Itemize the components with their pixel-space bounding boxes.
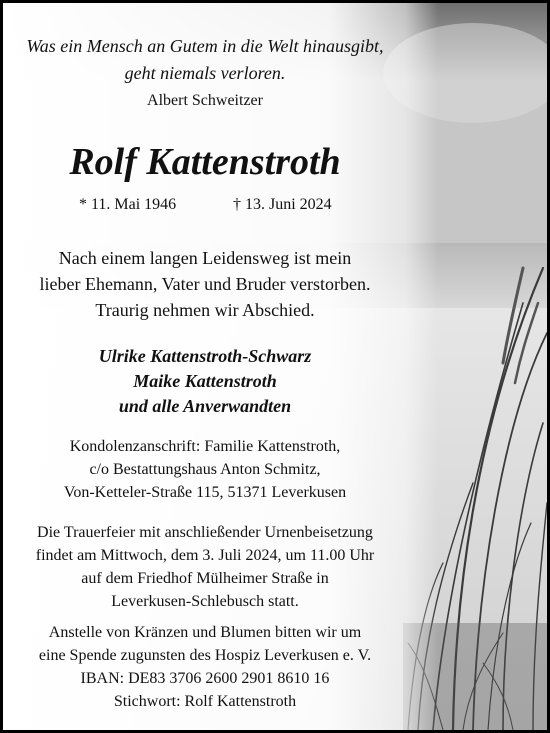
intro-line: Nach einem langen Leidensweg ist mein [58,248,352,268]
deceased-name: Rolf Kattenstroth [69,141,341,183]
funeral-line: Leverkusen-Schlebusch statt. [111,593,299,610]
quote-author: Albert Schweitzer [147,92,263,109]
mourners-list [3,344,407,419]
intro-line: lieber Ehemann, Vater und Bruder verstorben. [39,274,371,294]
donation-line: Anstelle von Kränzen und Blumen bitten wir um [48,624,362,641]
motto-quote [3,33,407,87]
death-date: † 13. Juni 2024 [233,196,332,213]
funeral-info [3,521,407,613]
notice-text [3,3,407,730]
intro-line: Traurig nehmen wir Abschied. [95,300,315,320]
donation-request [3,621,407,713]
funeral-line: findet am Mittwoch, dem 3. Juli 2024, um 11.00 Uhr [35,547,375,564]
condolence-address [3,435,407,504]
motto-line: Was ein Mensch an Gutem in die Welt hinausgibt, [26,36,384,56]
motto-line: geht niemals verloren. [124,63,286,83]
mourner: Maike Kattenstroth [133,371,277,391]
address-line: c/o Bestattungshaus Anton Schmitz, [89,461,321,478]
intro-text [3,245,407,323]
donation-keyword: Stichwort: Rolf Kattenstroth [113,693,297,710]
iban-line: IBAN: DE83 3706 2600 2901 8610 16 [80,670,330,687]
donation-line: eine Spende zugunsten des Hospiz Leverkusen e. V. [38,647,372,664]
address-line: Kondolenzanschrift: Familie Kattenstroth, [69,438,341,455]
funeral-line: auf dem Friedhof Mülheimer Straße in [81,570,329,587]
birth-date: * 11. Mai 1946 [79,196,177,213]
mourner: Ulrike Kattenstroth-Schwarz [98,346,312,366]
mourner: und alle Anverwandten [118,396,292,416]
life-dates [3,195,407,217]
funeral-line: Die Trauerfeier mit anschließender Urnenbeisetzung [37,524,373,541]
address-line: Von-Ketteler-Straße 115, 51371 Leverkusen [63,484,347,501]
